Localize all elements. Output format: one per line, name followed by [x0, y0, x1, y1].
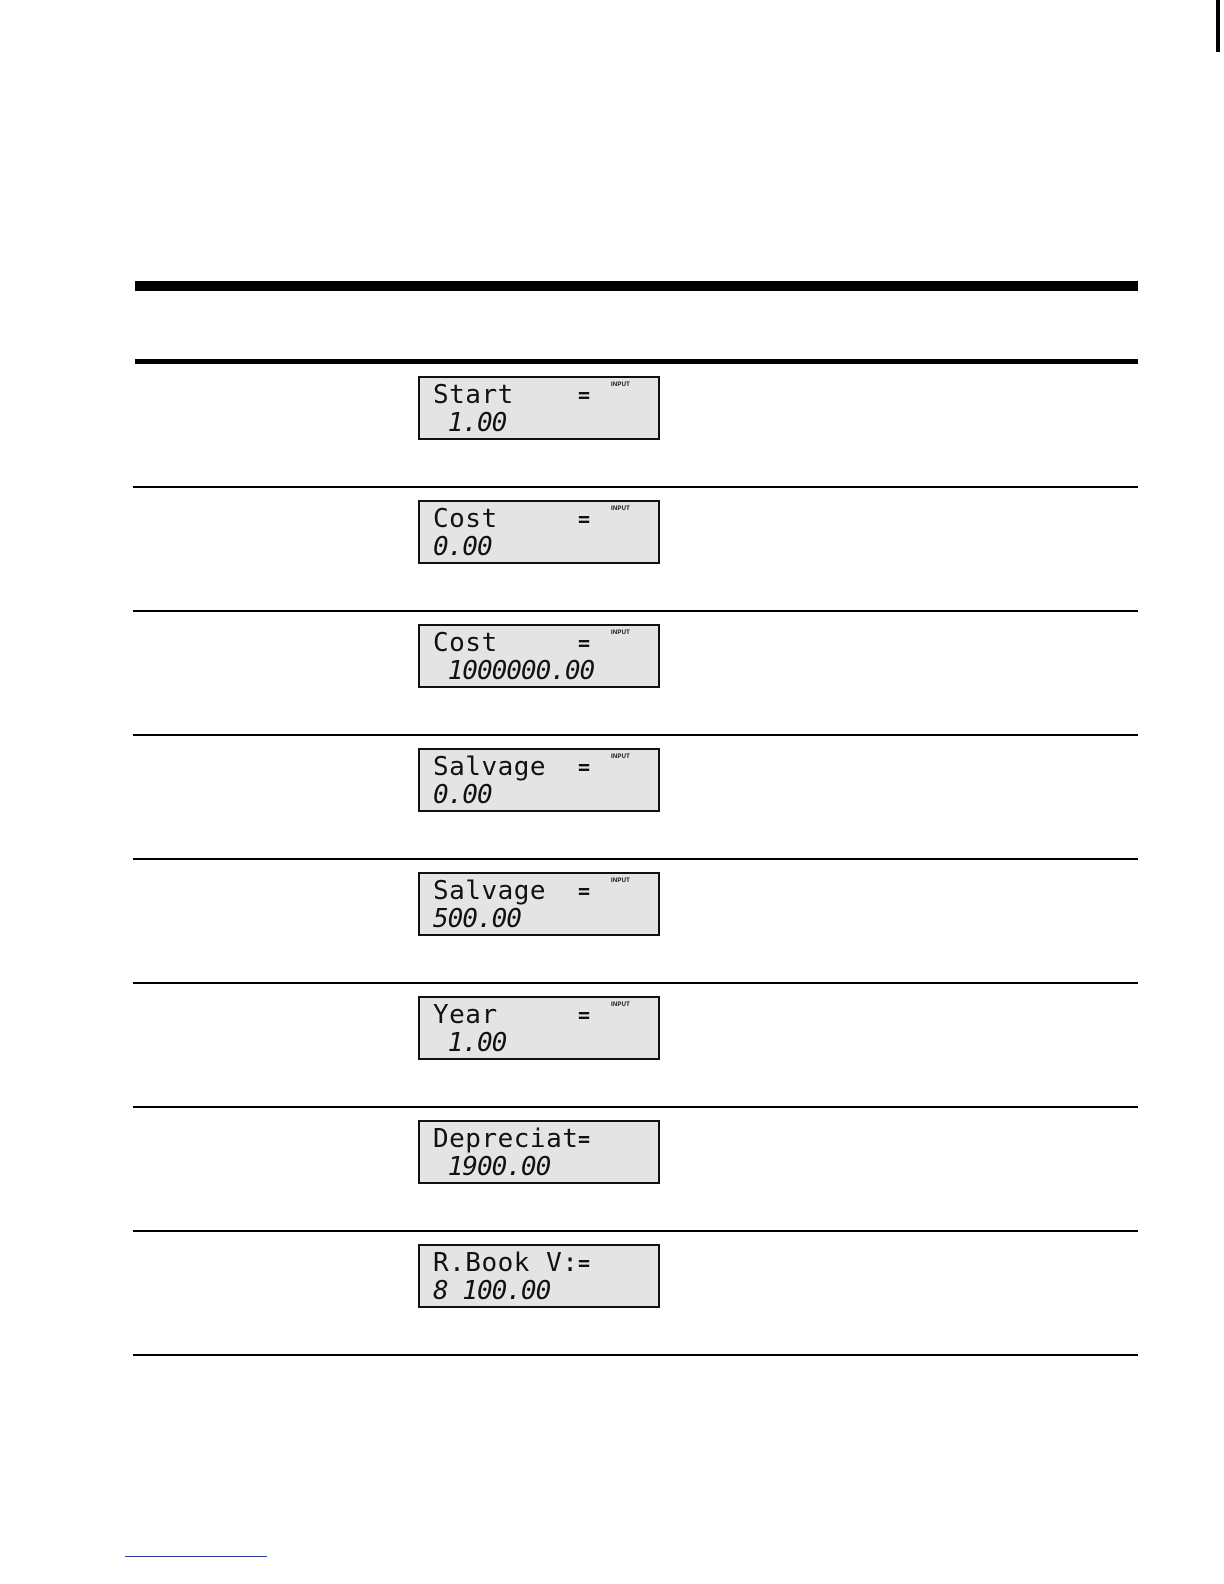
table-row: [133, 860, 1138, 984]
input-indicator: INPUT: [611, 382, 630, 388]
table-row: [133, 1232, 1138, 1356]
display-label: Salvage: [433, 876, 547, 906]
display-value: 1900.00: [433, 1152, 551, 1182]
display-label: Depreciat: [433, 1124, 579, 1154]
table-row: [133, 488, 1138, 612]
display-value: 8 100.00: [433, 1276, 551, 1306]
calculator-display: [418, 376, 660, 440]
display-label: Start: [433, 380, 514, 410]
table-row: [133, 612, 1138, 736]
display-label: Year: [433, 1000, 498, 1030]
input-indicator: INPUT: [611, 630, 630, 636]
display-equals: =: [578, 879, 591, 903]
display-equals: =: [578, 755, 591, 779]
input-indicator: INPUT: [611, 754, 630, 760]
input-indicator: INPUT: [611, 506, 630, 512]
display-equals: =: [578, 1251, 591, 1275]
calculator-display: [418, 500, 660, 564]
table-row: [133, 1108, 1138, 1232]
display-equals: =: [578, 631, 591, 655]
display-value: 1.00: [433, 408, 507, 438]
section-top-rule: [135, 281, 1138, 291]
display-label: Cost: [433, 628, 498, 658]
display-value: 1000000.00: [433, 656, 595, 686]
table-row: [133, 364, 1138, 488]
input-indicator: INPUT: [611, 878, 630, 884]
table-row: [133, 984, 1138, 1108]
calculator-display: [418, 748, 660, 812]
display-value: 500.00: [433, 904, 521, 934]
display-equals: =: [578, 383, 591, 407]
display-label: Cost: [433, 504, 498, 534]
display-equals: =: [578, 507, 591, 531]
display-value: 1.00: [433, 1028, 507, 1058]
display-label: Salvage: [433, 752, 547, 782]
display-value: 0.00: [433, 532, 492, 562]
calculator-display: [418, 624, 660, 688]
table-row: [133, 736, 1138, 860]
keystroke-table: [133, 364, 1138, 1356]
side-edge-rule: [1216, 0, 1220, 52]
display-equals: =: [578, 1003, 591, 1027]
calculator-display: [418, 1244, 660, 1308]
input-indicator: INPUT: [611, 1002, 630, 1008]
display-equals: =: [578, 1127, 591, 1151]
calculator-display: [418, 872, 660, 936]
display-label: R.Book V:: [433, 1248, 579, 1278]
calculator-display: [418, 996, 660, 1060]
display-value: 0.00: [433, 780, 492, 810]
footer-link-underline[interactable]: [125, 1556, 267, 1557]
calculator-display: [418, 1120, 660, 1184]
